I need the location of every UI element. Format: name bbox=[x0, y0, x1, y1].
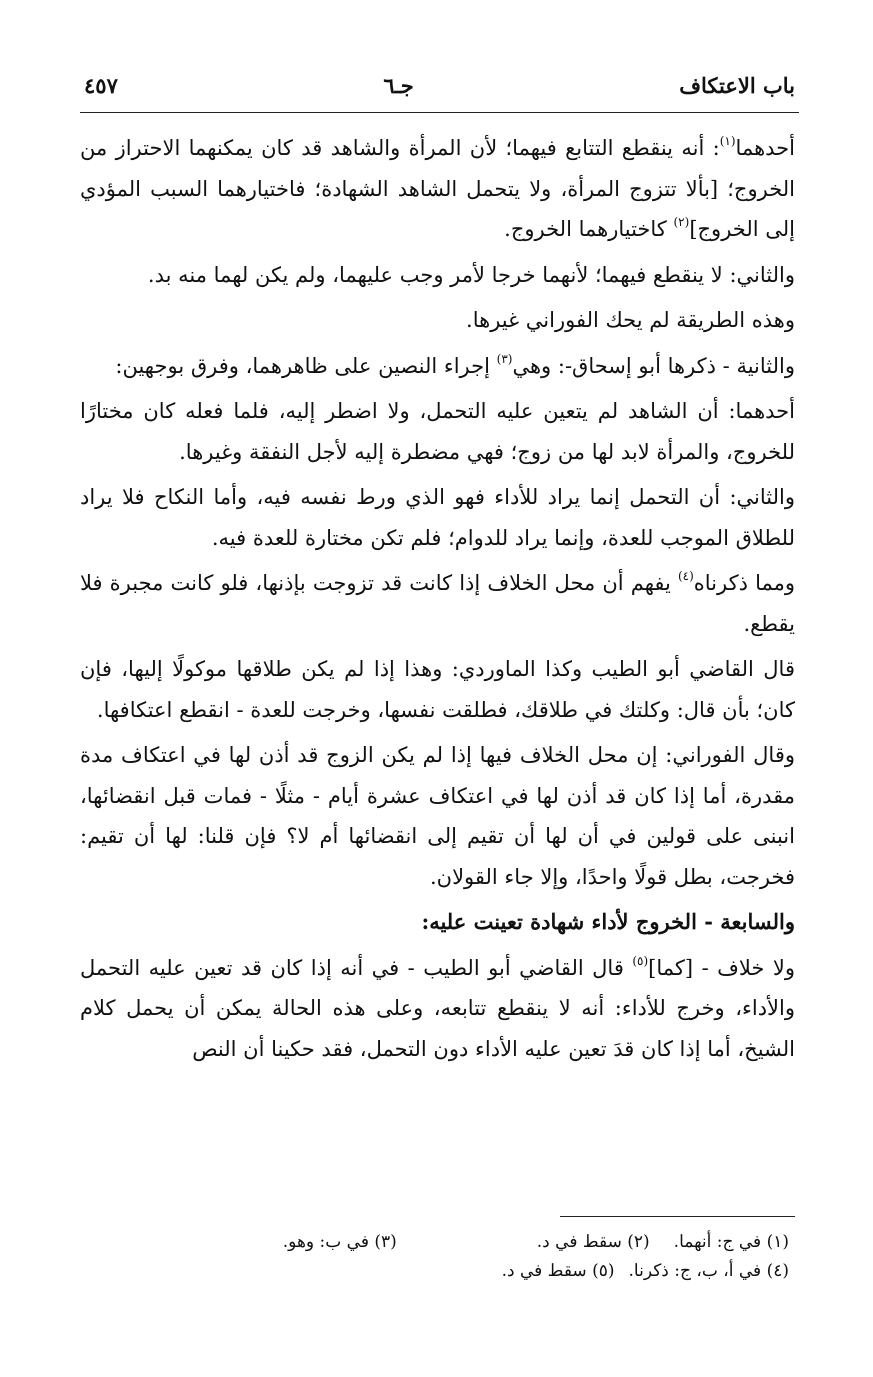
paragraph-text: وقال الفوراني: إن محل الخلاف فيها إذا لم يكن الزوج قد أذن لها في اعتكاف مدة مقدرة، أما إذا كان قد أذن لها في اعتكاف عشرة أيام - مثلًا - فمات قبل انقضائها، انبنى على قولين في أن لها أن تقيم إلى انقضائها أم لا؟ فإن قلنا: لها أن تقيم: فخرجت، بطل قولًا واحدًا، وإلا جاء القولان. bbox=[80, 743, 795, 889]
paragraph-text: وهذه الطريقة لم يحك الفوراني غيرها. bbox=[466, 308, 795, 332]
footnote-ref: (٣) bbox=[496, 351, 513, 366]
footnote: (٥) سقط في د. bbox=[501, 1261, 615, 1281]
volume-label: جـ٦ bbox=[383, 72, 414, 98]
running-header bbox=[84, 68, 795, 102]
chapter-title: باب الاعتكاف bbox=[679, 72, 795, 98]
paragraph bbox=[80, 391, 795, 472]
paragraph-text: ولا خلاف - [كما] bbox=[648, 955, 795, 980]
paragraph bbox=[80, 300, 795, 341]
footnote-ref: (١) bbox=[719, 134, 736, 148]
paragraph-text: قال القاضي أبو الطيب - في أنه إذا كان قد تعين عليه التحمل والأداء، وخرج للأداء: أنه لا ينقطع تتابعه، وعلى هذه الحالة يمكن أن يحمل كلام الشيخ، أما إذا كان قدَ تعين عليه الأداء دون التحمل، فقد حكينا أن النص bbox=[80, 955, 795, 1061]
paragraph-text: أحدهما bbox=[735, 136, 795, 160]
paragraph bbox=[80, 346, 795, 387]
footnote-ref: (٤) bbox=[677, 569, 694, 583]
main-text bbox=[80, 128, 795, 1074]
footnotes bbox=[69, 1228, 789, 1286]
paragraph bbox=[80, 128, 795, 250]
page-number: ٤٥٧ bbox=[84, 72, 118, 98]
footnote: (٤) في أ، ب، ج: ذكرنا. bbox=[628, 1261, 789, 1281]
footnote: (١) في ج: أنهما. bbox=[673, 1232, 789, 1252]
paragraph bbox=[80, 948, 795, 1070]
footnote-ref: (٢) bbox=[673, 215, 690, 229]
footnote: (٢) سقط في د. bbox=[536, 1232, 650, 1252]
footnote-row bbox=[69, 1228, 789, 1257]
paragraph bbox=[80, 255, 795, 296]
paragraph-text: والثاني: لا ينقطع فيهما؛ لأنهما خرجا لأمر وجب عليهما، ولم يكن لهما منه بد. bbox=[147, 262, 795, 287]
paragraph-text: والثانية - ذكرها أبو إسحاق-: وهي bbox=[512, 353, 795, 378]
paragraph bbox=[80, 649, 795, 730]
footnote-rule bbox=[560, 1216, 795, 1217]
paragraph-text: ومما ذكرناه bbox=[693, 571, 795, 595]
paragraph-text: يفهم أن محل الخلاف إذا كانت قد تزوجت بإذنها، فلو كانت مجبرة فلا يقطع. bbox=[80, 571, 795, 636]
paragraph-text: والثاني: أن التحمل إنما يراد للأداء فهو الذي ورط نفسه فيه، وأما النكاح فلا يراد للطلاق الموجب للعدة، وإنما يراد للدوام؛ فلم تكن مختارة للعدة فيه. bbox=[80, 485, 795, 550]
paragraph bbox=[80, 563, 795, 644]
footnote: (٣) في ب: وهو. bbox=[282, 1232, 397, 1252]
paragraph bbox=[80, 477, 795, 558]
section-heading bbox=[80, 902, 795, 943]
paragraph-text: كاختيارهما الخروج. bbox=[504, 217, 674, 241]
paragraph-text: قال القاضي أبو الطيب وكذا الماوردي: وهذا إذا لم يكن طلاقها موكولًا إليها، فإن كان؛ بأن قال: وكلتك في طلاقك، فطلقت نفسها، وخرجت للعدة - انقطع اعتكافها. bbox=[80, 657, 795, 722]
paragraph-text: إجراء النصين على ظاهرهما، وفرق بوجهين: bbox=[115, 353, 497, 378]
paragraph-text: : أنه ينقطع التتابع فيهما؛ لأن المرأة والشاهد قد كان يمكنهما الاحتراز من الخروج؛ [بألا تتزوج المرأة، ولا يتحمل الشاهد الشهادة؛ فاختيارهما السبب المؤدي إلى الخروج] bbox=[80, 136, 795, 241]
header-rule bbox=[80, 112, 799, 113]
footnote-ref: (٥) bbox=[632, 953, 649, 968]
footnote-row bbox=[69, 1257, 789, 1286]
heading-text: والسابعة - الخروج لأداء شهادة تعينت عليه: bbox=[421, 909, 795, 934]
paragraph bbox=[80, 735, 795, 897]
paragraph-text: أحدهما: أن الشاهد لم يتعين عليه التحمل، ولا اضطر إليه، فلما فعله كان مختارًا للخروج، والمرأة لابد لها من زوج؛ فهي مضطرة إليه لأجل النفقة وغيرها. bbox=[80, 399, 795, 464]
